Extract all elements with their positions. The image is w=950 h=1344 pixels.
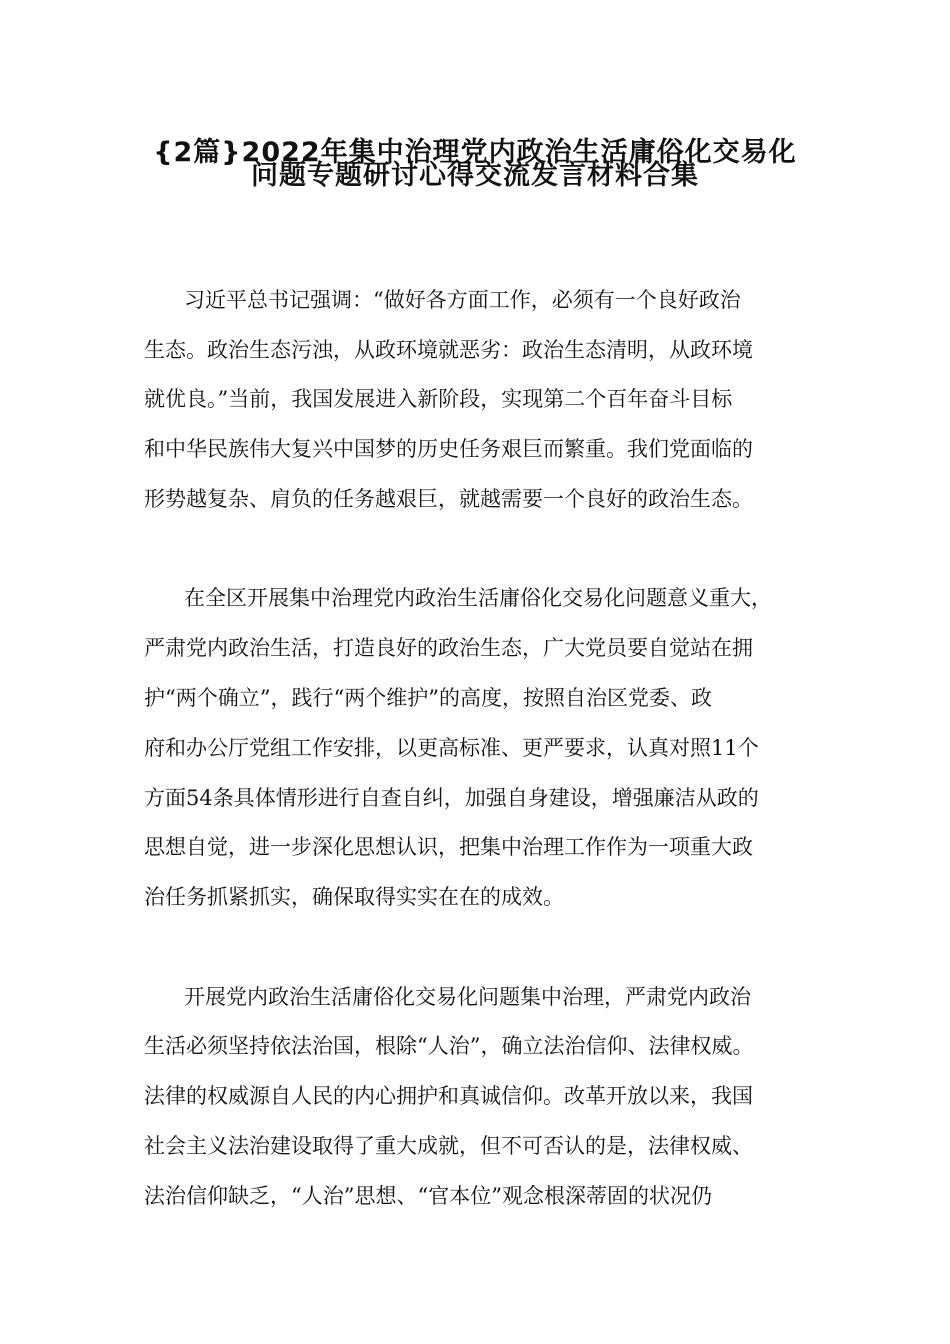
document-title-line-1: {2篇}2022年集中治理党内政治生活庸俗化交易化 <box>153 137 797 168</box>
paragraph-line: 法律的权威源自人民的内心拥护和真诚信仰。改革开放以来，我国 <box>144 1084 753 1108</box>
paragraph-line: 就优良。”当前，我国发展进入新阶段，实现第二个百年奋斗目标 <box>144 387 733 411</box>
paragraph-line: 法治信仰缺乏，“人治”思想、“官本位”观念根深蒂固的状况仍 <box>144 1184 712 1208</box>
paragraph-line: 生态。政治生态污浊，从政环境就恶劣：政治生态清明，从政环境 <box>144 338 753 362</box>
paragraph-line: 思想自觉，进一步深化思想认识，把集中治理工作作为一项重大政 <box>144 835 753 859</box>
paragraph-line: 方面54条具体情形进行自查自纠，加强自身建设，增强廉洁从政的 <box>144 786 759 810</box>
paragraph-line: 严肃党内政治生活，打造良好的政治生态，广大党员要自觉站在拥 <box>144 636 753 660</box>
paragraph-line: 护“两个确立”，践行“两个维护”的高度，按照自治区党委、政 <box>144 686 712 710</box>
paragraph-line: 治任务抓紧抓实，确保取得实实在在的成效。 <box>144 885 564 909</box>
paragraph-line: 社会主义法治建设取得了重大成就，但不可否认的是，法律权威、 <box>144 1134 753 1158</box>
paragraph-line: 在全区开展集中治理党内政治生活庸俗化交易化问题意义重大， <box>184 586 772 610</box>
paragraph-line: 生活必须坚持依法治国，根除“人治”，确立法治信仰、法律权威。 <box>144 1034 754 1058</box>
paragraph-line: 习近平总书记强调：“做好各方面工作，必须有一个良好政治 <box>184 288 741 312</box>
paragraph-line: 府和办公厅党组工作安排，以更高标准、更严要求，认真对照11个 <box>144 736 759 760</box>
paragraph-line: 和中华民族伟大复兴中国梦的历史任务艰巨而繁重。我们党面临的 <box>144 437 753 461</box>
document-title-line-2: 问题专题研讨心得交流发言材料合集 <box>251 160 699 191</box>
paragraph-line: 开展党内政治生活庸俗化交易化问题集中治理，严肃党内政治 <box>184 985 751 1009</box>
paragraph-line: 形势越复杂、肩负的任务越艰巨，就越需要一个良好的政治生态。 <box>144 487 753 511</box>
